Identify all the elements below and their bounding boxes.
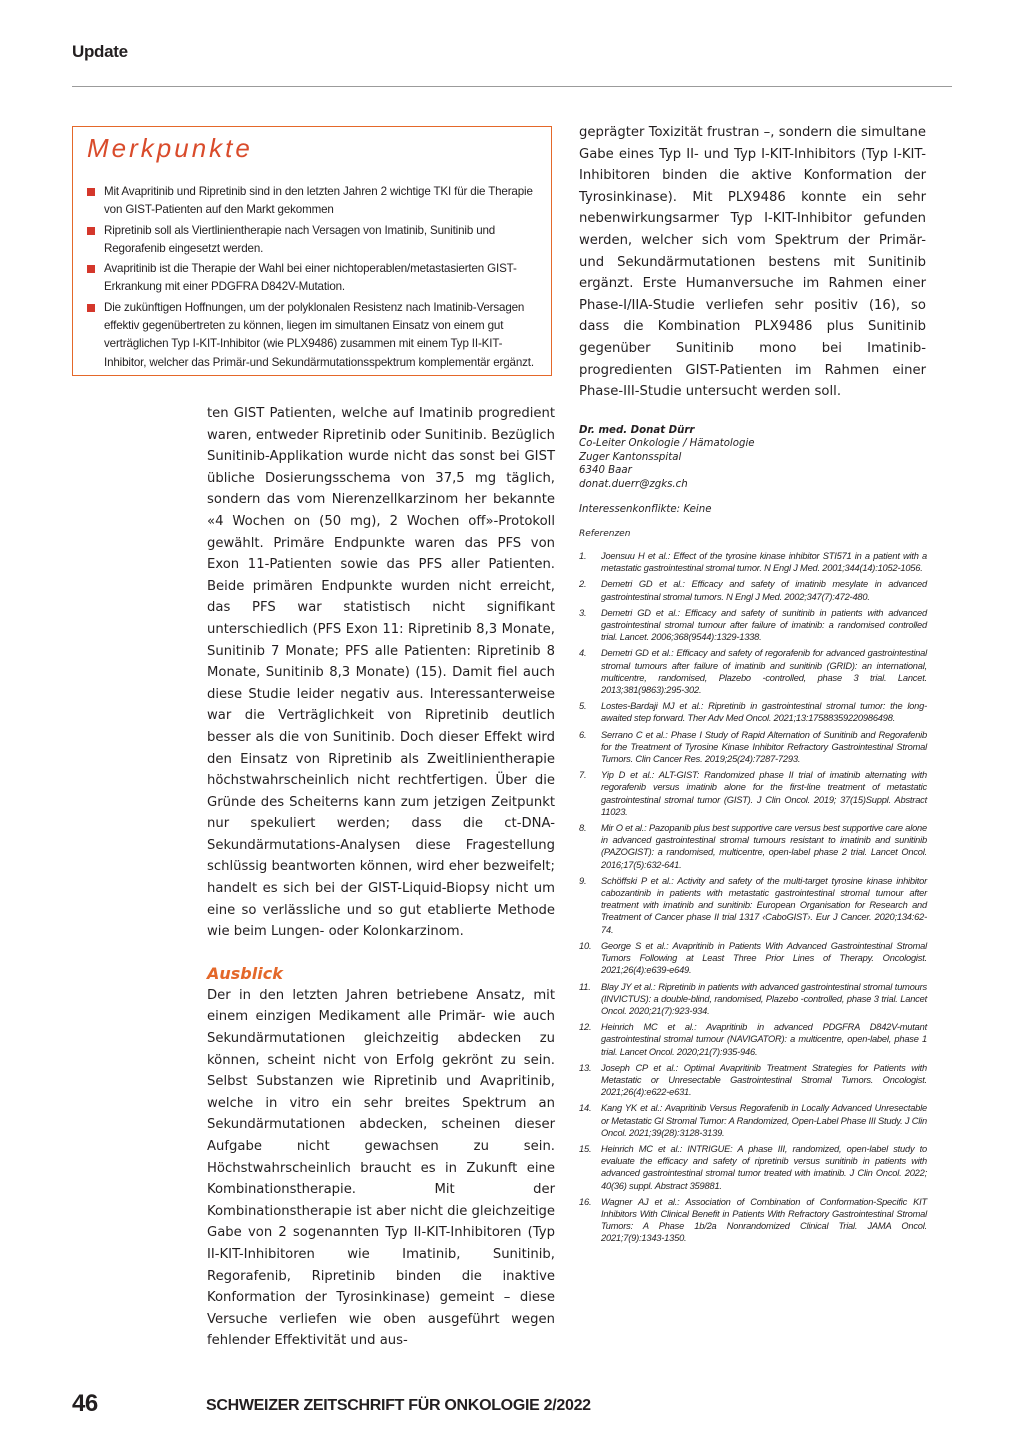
ausblick-heading: Ausblick [207,963,283,983]
reference-number: 9. [579,875,587,886]
reference-item [579,1196,927,1245]
reference-item [579,822,927,871]
reference-item [579,1021,927,1058]
reference-text: Heinrich MC et al.: INTRIGUE: A phase III, randomized, open-label study to evaluate the efficacy and safety of ripretinib versus sunitinib in patients with advanced gastrointestinal stromal tumor treated with imatinib. J Clin Oncol. 2022; 40(36) suppl. Abstract 359881. [601,1143,927,1191]
square-bullet-icon [87,227,95,235]
author-institution: Zuger Kantonsspital [579,451,682,463]
reference-number: 4. [579,648,587,659]
square-bullet-icon [87,265,95,273]
reference-text: Wagner AJ et al.: Association of Combination of Conformation-Specific KIT Inhibitors With Clinical Benefit in Patients With Refractory Gastrointestinal Stromal Tumors: A Phase 1b/2a Nonrandomized Clinical Trial. JAMA Oncol. 2021;7(9):1343-1350. [601,1196,927,1244]
reference-number: 13. [579,1062,592,1073]
keypoint-item [87,299,537,372]
reference-item [579,1062,927,1099]
reference-item [579,1102,927,1139]
reference-number: 12. [579,1022,592,1033]
reference-number: 6. [579,729,587,740]
reference-item [579,875,927,936]
reference-text: Joensuu H et al.: Effect of the tyrosine kinase inhibitor STI571 in a patient with a metastatic gastrointestinal stromal tumor. N Engl J Med. 2001;344(14):1052-1056. [601,551,927,574]
reference-text: Joseph CP et al.: Optimal Avapritinib Treatment Strategies for Patients with Metastatic or Unresectable Gastrointestinal Stromal Tumors. Oncologist. 2021;26(4):e622-e631. [601,1062,927,1098]
reference-text: Serrano C et al.: Phase I Study of Rapid Alternation of Sunitinib and Regorafenib for the Treatment of Tyrosine Kinase Inhibitor Refractory Gastrointestinal Stromal Tumors. Clin Cancer Res. 2019;25(24):7287-7293. [601,729,927,765]
reference-number: 7. [579,770,587,781]
reference-item [579,1143,927,1192]
square-bullet-icon [87,304,95,312]
keypoint-text: Ripretinib soll als Viertlinientherapie nach Versagen von Imatinib, Sunitinib und Regorafenib eingesetzt werden. [104,223,496,255]
reference-item [579,647,927,696]
keypoint-text: Die zukünftigen Hoffnungen, um der polyklonalen Resistenz nach Imatinib-Versagen effektiv gegenübertreten zu können, liegen im simultanen Einsatz von einem gut verträglichen Typ I-KIT-Inhibitor (wie PLX9486) zusammen mit einem Typ II-KIT-Inhibitor, welcher das Primär-und Sekundärmutationsspektrum komplementär ergänzt. [104,300,534,369]
reference-number: 1. [579,551,587,561]
reference-number: 3. [579,607,587,618]
author-block [579,424,929,542]
reference-item [579,769,927,818]
reference-text: Yip D et al.: ALT-GIST: Randomized phase II trial of imatinib alternating with regorafenib versus imatinib alone for the first-line treatment of metastatic gastrointestinal stromal tumor (GIST). J Clin Oncol. 2019; 37(15)Suppl. Abstract 11023. [601,770,927,817]
reference-text: Blay JY et al.: Ripretinib in patients with advanced gastrointestinal stromal tumours (INVICTUS): a double-blind, randomised, Plazebo -controlled, phase 3 trial. Lancet Oncol. 2020;21(7):923-934. [601,981,927,1016]
reference-number: 14. [579,1103,592,1114]
keypoint-item [87,183,537,220]
reference-text: George S et al.: Avapritinib in Patients With Advanced Gastrointestinal Stromal Tumors Following at Least Three Prior Lines of Therapy. Oncologist. 2021;26(4):e639-e649. [601,940,927,976]
body-paragraph: Der in den letzten Jahren betriebene Ansatz, mit einem einzigen Medikament alle Primär- wie auch Sekundärmutationen gleichzeitig abdecken zu können, scheint nicht von Erfolg gekrönt zu sein. Selbst Substanzen wie Ripretinib und Avapritinib, welche in vitro ein sehr breites Spektrum an Sekundärmutationen abdecken, scheinen dieser Aufgabe nicht gewachsen zu sein. Höchstwahrscheinlich braucht es in Zukunft eine Kombinationstherapie. Mit der Kombinationstherapie ist aber nicht die gleichzeitige Gabe von 2 sogenannten Typ II-KIT-Inhibitoren (Typ II-KIT-Inhibitoren wie Imatinib, Sunitinib, Regorafenib, Ripretinib binden die inaktive Konformation der Tyrosinkinase) gemeint – diese Versuche verliefen wie oben ausgeführt wegen fehlender Effektivität und aus- [207,987,555,1349]
body-paragraph: geprägter Toxizität frustran –, sondern die simultane Gabe eines Typ II- und Typ I-KIT-Inhibitors (Typ I-KIT-Inhibitoren binden die aktive Konformation der Tyrosinkinase). Mit PLX9486 konnte ein sehr nebenwirkungsarmer Typ I-KIT-Inhibitor gefunden werden, welcher sich vom Spektrum der Primär- und Sekundärmutationen bestens mit Sunitinib ergänzt. Erste Humanversuche im Rahmen einer Phase-I/IIA-Studie verliefen sehr positiv (16), so dass die Kombination PLX9486 plus Sunitinib gegenüber Sunitinib mono bei Imatinib-progredienten GIST-Patienten im Rahmen einer Phase-III-Studie untersucht werden soll. [579,125,926,400]
reference-number: 15. [579,1143,592,1154]
reference-text: Schöffski P et al.: Activity and safety of the multi-target tyrosine kinase inhibitor cabozantinib in patients with metastatic gastrointestinal stromal tumour after treatment with imatinib and sunitinib: European Organisation for Research and Treatment of Cancer phase II trial 1317 ‹CaboGIST›. Eur J Cancer. 2020;134:62-74. [601,875,927,935]
reference-text: Heinrich MC et al.: Avapritinib in advanced PDGFRA D842V-mutant gastrointestinal stromal tumour (NAVIGATOR): a multicentre, open-label, phase 1 trial. Lancet Oncol. 2020;21(7):935-946. [601,1022,927,1057]
section-label: Update [72,42,128,61]
author-city: 6340 Baar [579,465,632,477]
references-heading: Referenzen [579,529,631,540]
reference-text: Demetri GD et al.: Efficacy and safety of sunitinib in patients with advanced gastrointestinal stromal tumour after failure of imatinib: a randomised controlled trial. Lancet. 2006;368(9544):1329-1338. [601,607,927,643]
keypoint-text: Mit Avapritinib und Ripretinib sind in den letzten Jahren 2 wichtige TKI für die Therapie von GIST-Patienten auf den Markt gekommen [104,185,533,217]
reference-item [579,940,927,977]
author-email[interactable]: donat.duerr@zgks.ch [579,478,688,490]
reference-number: 5. [579,701,587,712]
reference-item [579,729,927,766]
journal-title: SCHWEIZER ZEITSCHRIFT FÜR ONKOLOGIE 2/2022 [206,1397,591,1414]
reference-text: Demetri GD et al.: Efficacy and safety of imatinib mesylate in advanced gastrointestinal stromal tumors. N Engl J Med. 2002;347(7):472-480. [601,579,927,602]
reference-text: Kang YK et al.: Avapritinib Versus Regorafenib in Locally Advanced Unresectable or Metastatic GI Stromal Tumor: A Randomized, Open-Label Phase III Study. J Clin Oncol. 2021;39(28):3128-3139. [601,1103,927,1138]
reference-item [579,981,927,1018]
conflict-statement: Interessenkonflikte: Keine [579,504,712,516]
reference-number: 2. [579,579,587,590]
reference-text: Lostes-Bardaji MJ et al.: Ripretinib in gastrointestinal stromal tumor: the long-awaited step forward. Ther Adv Med Oncol. 2021;13:17588359220986498. [601,701,927,724]
page-number: 46 [72,1390,98,1417]
references-list [579,550,927,1249]
reference-text: Demetri GD et al.: Efficacy and safety of regorafenib for advanced gastrointestinal stromal tumours after failure of imatinib and sunitinib (GRID): an international, multicentre, randomised, Plazebo -controlled, phase 3 trial. Lancet. 2013;381(9863):295-302. [601,648,927,696]
keypoint-item [87,222,537,259]
reference-item [579,700,927,724]
keypoints-list [87,183,537,374]
keypoint-text: Avapritinib ist die Therapie der Wahl bei einer nichtoperablen/metastasierten GIST-Erkrankung mit einer PDGFRA D842V-Mutation. [104,262,517,294]
header-rule [72,86,952,87]
reference-item [579,578,927,602]
body-column-right [579,122,926,403]
keypoints-box [72,126,552,376]
reference-number: 8. [579,823,587,834]
reference-number: 16. [579,1196,592,1207]
keypoints-title: Merkpunkte [87,133,253,163]
author-name: Dr. med. Donat Dürr [579,425,695,436]
author-role: Co-Leiter Onkologie / Hämatologie [579,438,755,450]
reference-text: Mir O et al.: Pazopanib plus best supportive care versus best supportive care alone in advanced gastrointestinal stromal tumours resistant to imatinib and sunitinib (PAZOGIST): a randomised, multicentre, open-label phase 2 trial. Lancet Oncol. 2016;17(5):632-641. [601,823,927,870]
body-column-left [207,403,555,1352]
reference-number: 10. [579,940,592,951]
square-bullet-icon [87,188,95,196]
reference-item [579,607,927,644]
keypoint-item [87,260,537,297]
reference-number: 11. [579,981,591,992]
body-paragraph: ten GIST Patienten, welche auf Imatinib progredient waren, entweder Ripretinib oder Sunitinib. Bezüglich Sunitinib-Applikation wurde nicht das sonst bei GIST übliche Dosierungsschema von 37,5 mg täglich, sondern das vom Nierenzellkarzinom her bekannte «4 Wochen on (50 mg), 2 Wochen off»-Protokoll gewählt. Primäre Endpunkte waren das PFS von Exon 11-Patienten sowie das PFS aller Patienten. Beide primären Endpunkte wurden nicht erreicht, das PFS war statistisch nicht signifikant unterschiedlich (PFS Exon 11: Ripretinib 8,3 Monate, Sunitinib 7 Monate; PFS alle Patienten: Ripretinib 8 Monate, Sunitinib 8,3 Monate) (15). Damit fiel auch diese Studie leider negativ aus. Interessanterweise war die Verträglichkeit von Ripretinib deutlich besser als die von Sunitinib. Doch dieser Effekt wird den Einsatz von Ripretinib als Zweitlinientherapie höchstwahrscheinlich nicht rechtfertigen. Über die Gründe des Scheiterns kann zum jetzigen Zeitpunkt nur spekuliert werden; dass die ct-DNA-Sekundärmutations-Analysen diese Fragestellung schlüssig beantworten können, wird eher bezweifelt; handelt es sich bei der GIST-Liquid-Biopsy nicht um eine so verlässliche und so gut etablierte Methode wie beim Lungen- oder Kolonkarzinom. [207,406,555,940]
reference-item [579,550,927,574]
